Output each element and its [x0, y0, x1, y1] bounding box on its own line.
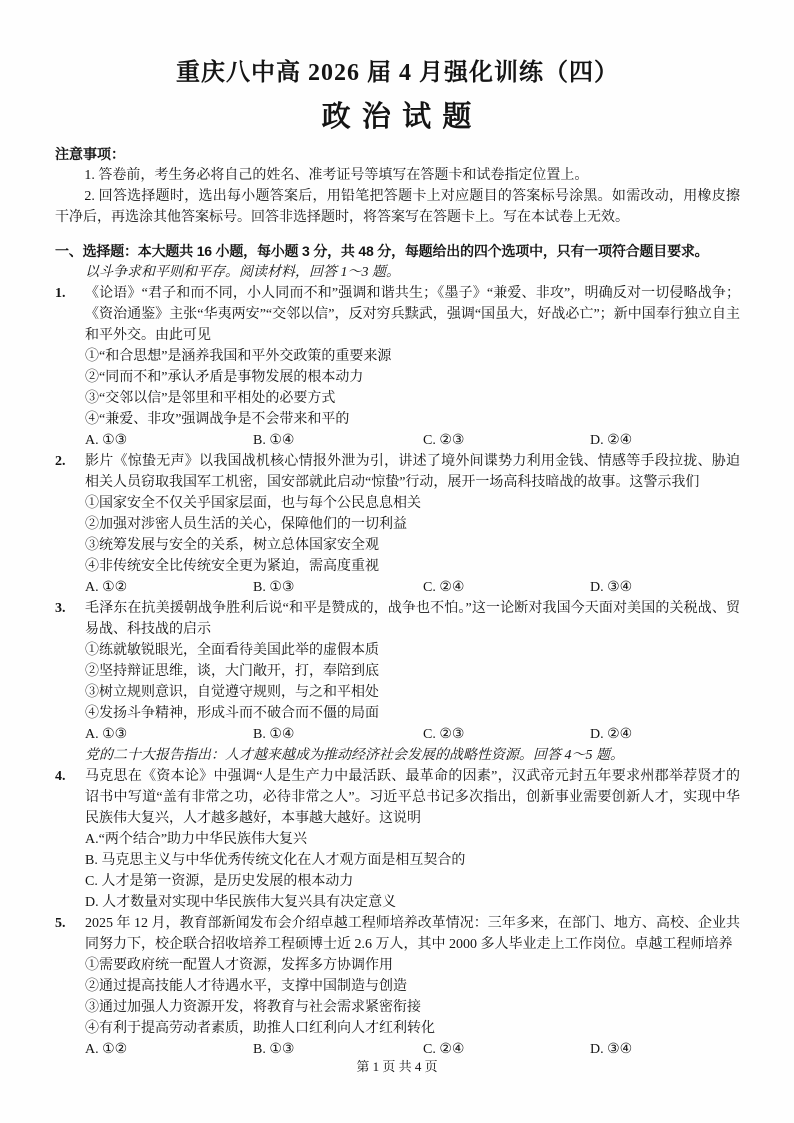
question-2-item-2: ②加强对涉密人员生活的关心，保障他们的一切利益: [85, 517, 407, 532]
reading-intro-2: 党的二十大报告指出：人才越来越成为推动经济社会发展的战略性资源。回答 4～5 题。: [85, 748, 624, 763]
choice-option-b: B. ①③: [253, 580, 295, 595]
notice-item-1: 1. 答卷前，考生务必将自己的姓名、准考证号等填写在答题卡和试卷指定位置上。: [84, 168, 589, 183]
question-4-option-a: A.“两个结合”助力中华民族伟大复兴: [85, 832, 308, 847]
choice-option-d: D. ②④: [590, 727, 633, 742]
choice-option-a: A. ①③: [85, 727, 128, 742]
choice-option-a: A. ①③: [85, 433, 128, 448]
question-1-item-4: ④“兼爱、非攻”强调战争是不会带来和平的: [85, 412, 350, 427]
question-2-item-3: ③统筹发展与安全的关系，树立总体国家安全观: [85, 538, 379, 553]
question-3-item-3: ③树立规则意识，自觉遵守规则，与之和平相处: [85, 685, 379, 700]
question-4-number: 4.: [55, 769, 66, 784]
question-5-item-4: ④有利于提高劳动者素质，助推人口红利向人才红利转化: [85, 1021, 435, 1036]
choice-option-a: A. ①②: [85, 580, 128, 595]
choice-option-b: B. ①③: [253, 1042, 295, 1057]
question-3-number: 3.: [55, 601, 66, 616]
question-4-option-c: C. 人才是第一资源，是历史发展的根本动力: [85, 874, 354, 889]
question-1-choice-row: [85, 430, 740, 451]
choice-option-a: A. ①②: [85, 1042, 128, 1057]
question-1-number: 1.: [55, 286, 66, 301]
choice-option-d: D. ③④: [590, 580, 633, 595]
page-number-footer: 第 1 页 共 4 页: [356, 1059, 438, 1074]
choice-option-d: D. ②④: [590, 433, 633, 448]
question-4-stem: 马克思在《资本论》中强调“人是生产力中最活跃、最革命的因素”，汉武帝元封五年要求州郡举荐贤才的诏书中写道“盖有非常之功，必待非常之人”。习近平总书记多次指出，创新事业需要创新人才，实现中华民族伟大复兴，人才越多越好，本事越大越好。这说明: [85, 769, 740, 826]
question-3-choice-row: [85, 724, 740, 745]
question-2-choice-row: [85, 577, 740, 598]
question-5-item-3: ③通过加强人力资源开发，将教育与社会需求紧密衔接: [85, 1000, 421, 1015]
page-title: 重庆八中高 2026 届 4 月强化训练（四）: [176, 60, 619, 86]
question-1-item-3: ③“交邻以信”是邻里和平相处的必要方式: [85, 391, 336, 406]
reading-intro-1: 以斗争求和平则和平存。阅读材料，回答 1～3 题。: [85, 265, 400, 280]
question-1-stem: 《论语》“君子和而不同，小人同而不和”强调和谐共生；《墨子》“兼爱、非攻”，明确反对一切侵略战争；《资治通鉴》主张“华夷两安”“交邻以信”，反对穷兵黩武，强调“国虽大，好战必亡”；新中国奉行独立自主和平外交。由此可见: [85, 286, 740, 343]
question-2: [55, 451, 740, 598]
question-4-option-b: B. 马克思主义与中华优秀传统文化在人才观方面是相互契合的: [85, 853, 466, 868]
question-3: [55, 598, 740, 745]
question-3-stem: 毛泽东在抗美援朝战争胜利后说“和平是赞成的，战争也不怕。”这一论断对我国今天面对美国的关税战、贸易战、科技战的启示: [85, 601, 740, 637]
choice-option-c: C. ②③: [423, 727, 465, 742]
question-2-item-1: ①国家安全不仅关乎国家层面，也与每个公民息息相关: [85, 496, 421, 511]
choice-option-b: B. ①④: [253, 433, 295, 448]
choice-option-c: C. ②④: [423, 1042, 465, 1057]
section-heading: 一、选择题：本大题共 16 小题，每小题 3 分，共 48 分，每题给出的四个选项中，只有一项符合题目要求。: [55, 243, 709, 259]
question-5-item-1: ①需要政府统一配置人才资源，发挥多方协调作用: [85, 958, 393, 973]
question-2-number: 2.: [55, 454, 66, 469]
notice-heading: 注意事项：: [55, 146, 125, 162]
question-2-item-4: ④非传统安全比传统安全更为紧迫，需高度重视: [85, 559, 379, 574]
question-5-stem: 2025 年 12 月，教育部新闻发布会介绍卓越工程师培养改革情况：三年多来，在部门、地方、高校、企业共同努力下，校企联合招收培养工程硕博士近 2.6 万人，其中 2000 多人毕业走上工作岗位。卓越工程师培养: [85, 916, 740, 952]
page-subtitle: 政 治 试 题: [321, 101, 474, 133]
notice-section: [55, 144, 740, 228]
choice-option-c: C. ②④: [423, 580, 465, 595]
question-3-item-1: ①练就敏锐眼光，全面看待美国此举的虚假本质: [85, 643, 379, 658]
question-3-item-4: ④发扬斗争精神，形成斗而不破合而不僵的局面: [85, 706, 379, 721]
choice-option-b: B. ①④: [253, 727, 295, 742]
choice-option-c: C. ②③: [423, 433, 465, 448]
question-5-number: 5.: [55, 916, 66, 931]
question-1: [55, 283, 740, 451]
question-5-choice-row: [85, 1039, 740, 1060]
question-4-option-d: D. 人才数量对实现中华民族伟大复兴具有决定意义: [85, 895, 397, 910]
question-1-item-2: ②“同而不和”承认矛盾是事物发展的根本动力: [85, 370, 364, 385]
question-5: [55, 913, 740, 1060]
notice-item-2: 2. 回答选择题时，选出每小题答案后，用铅笔把答题卡上对应题目的答案标号涂黑。如需改动，用橡皮擦干净后，再选涂其他答案标号。回答非选择题时，将答案写在答题卡上。写在本试卷上无效。: [55, 189, 740, 225]
question-5-item-2: ②通过提高技能人才待遇水平，支撑中国制造与创造: [85, 979, 407, 994]
choice-option-d: D. ③④: [590, 1042, 633, 1057]
question-3-item-2: ②坚持辩证思维，谈，大门敞开，打，奉陪到底: [85, 664, 379, 679]
question-4: [55, 766, 740, 913]
questions-area: [55, 262, 740, 1060]
question-1-item-1: ①“和合思想”是涵养我国和平外交政策的重要来源: [85, 349, 392, 364]
question-2-stem: 影片《惊蛰无声》以我国战机核心情报外泄为引，讲述了境外间谍势力利用金钱、情感等手段拉拢、胁迫相关人员窃取我国军工机密，国安部就此启动“惊蛰”行动，展开一场高科技暗战的故事。这警示我们: [85, 454, 740, 490]
